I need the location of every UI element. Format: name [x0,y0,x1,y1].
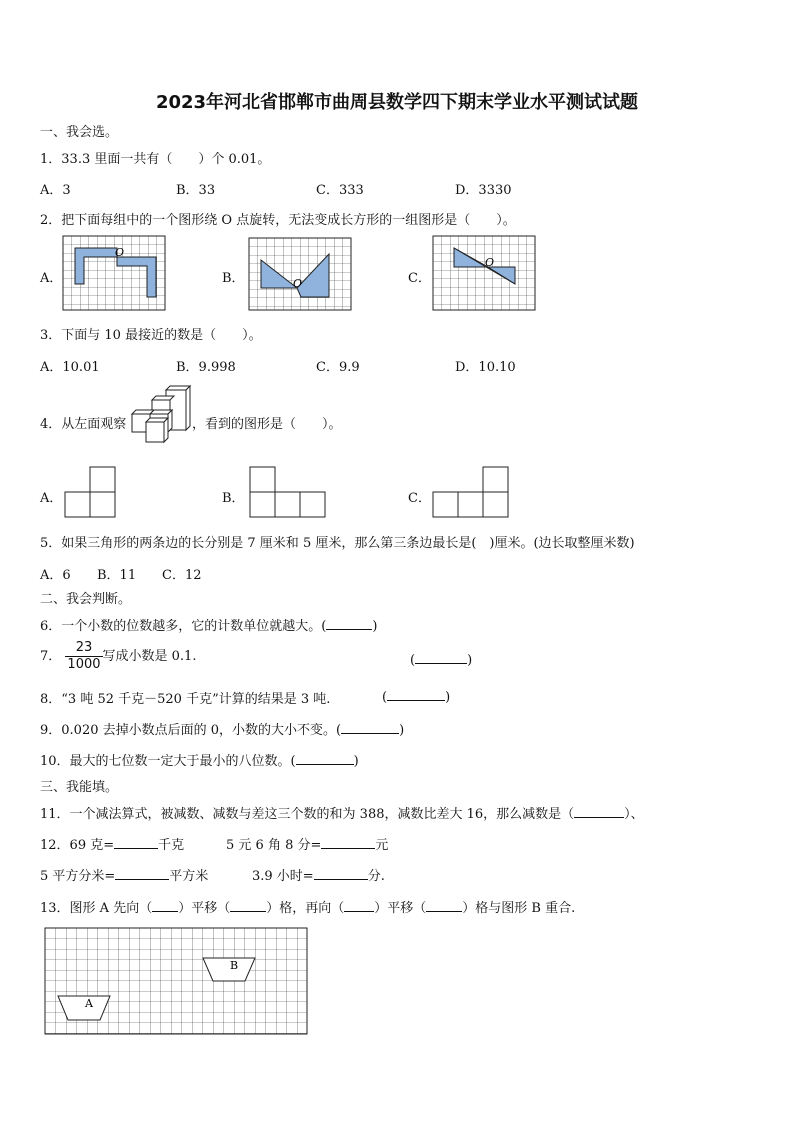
q10-answer-blank[interactable] [296,752,354,765]
q12-d-text: 3.9 小时= [252,869,314,884]
q13-grid-figure[interactable] [45,928,309,1036]
question-4-prefix: 4．从左面观察 [40,417,127,432]
question-4-suffix: ，看到的图形是（ ）。 [192,417,342,432]
q7-numerator: 23 [65,640,102,657]
q7-paren-close: ) [467,653,473,668]
q7-text: 写成小数是 0.1. [102,649,197,664]
q13-text-3: ）格，再向（ [266,901,345,916]
question-8: 8．“3 吨 52 千克－520 千克”计算的结果是 3 吨. [40,692,331,707]
q12-b-text: 5 元 6 角 8 分= [226,838,322,853]
q5-option-b[interactable]: B．11 [97,568,137,583]
q7-answer-blank[interactable] [415,651,467,664]
q3-option-b[interactable]: B．9.998 [176,360,236,375]
question-9 [40,719,404,738]
question-13 [40,897,575,916]
question-10-text: 10．最大的七位数一定大于最小的八位数。( [40,754,296,769]
q7-answer [410,651,472,668]
question-12-row-2 [40,865,208,884]
question-6 [40,615,377,634]
q4-option-c-figure[interactable] [432,466,512,518]
q13-text-5: ）格与图形 B 重合. [462,901,576,916]
q7-number: 7． [40,649,62,664]
section-1-heading: 一、我会选。 [40,125,119,140]
q3-option-d[interactable]: D．10.10 [455,360,516,375]
q4-cube-stack-figure [130,388,192,446]
q7-denominator: 1000 [67,657,101,672]
q3-option-c[interactable]: C．9.9 [316,360,360,375]
q1-option-d[interactable]: D．3330 [455,183,512,198]
q13-shape-b-label: B [230,959,239,972]
q2-option-b-label[interactable]: B． [222,271,245,286]
question-12-row-1 [40,834,184,853]
q12-b-unit: 元 [375,838,389,853]
q7-fraction [65,640,102,673]
q13-text-4: ）平移（ [374,901,427,916]
q12-a-blank[interactable] [114,836,158,849]
q11-answer-blank[interactable] [574,805,624,818]
q2-c-point-o: O [485,256,495,269]
q13-direction-1-blank[interactable] [152,899,178,912]
q13-text-2: ）平移（ [178,901,231,916]
q7-paren-open: ( [410,653,416,668]
section-2-heading: 二、我会判断。 [40,592,132,607]
page-title: 2023年河北省邯郸市曲周县数学四下期末学业水平测试试题 [155,92,639,113]
q2-figure-a[interactable] [63,236,165,310]
q9-answer-blank[interactable] [341,721,399,734]
q1-option-a[interactable]: A．3 [40,183,71,198]
question-11-text: 11．一个减法算式，被减数、减数与差这三个数的和为 388，减数比差大 16，那么减数是（ [40,807,575,822]
question-12-row-2b [252,865,385,884]
question-9-text: 9．0.020 去掉小数点后面的 0，小数的大小不变。( [40,723,342,738]
q4-option-a-figure[interactable] [64,466,118,518]
question-2: 2．把下面每组中的一个图形绕 O 点旋转，无法变成长方形的一组图形是（ ）。 [40,213,516,228]
q2-figure-c[interactable] [433,236,535,310]
q10-paren-close: ) [353,754,359,769]
q4-option-a-label[interactable]: A． [40,491,63,506]
q12-b-blank[interactable] [321,836,375,849]
q2-option-a-label[interactable]: A． [40,271,63,286]
question-5: 5．如果三角形的两条边的长分别是 7 厘米和 5 厘米，那么第三条边最长是( )厘米。(边长取整厘米数) [40,536,635,551]
question-11 [40,803,644,822]
q6-paren-close: ) [372,619,378,634]
q8-paren-close: ) [445,690,451,705]
q1-option-b[interactable]: B．33 [176,183,216,198]
q1-option-c[interactable]: C．333 [316,183,364,198]
q8-answer [382,688,450,705]
q12-c-text: 5 平方分米= [40,869,116,884]
q8-answer-blank[interactable] [387,688,445,701]
q12-a-text: 12．69 克= [40,838,115,853]
q4-option-c-label[interactable]: C． [408,491,431,506]
question-7 [40,640,196,673]
q12-a-unit: 千克 [158,838,185,853]
question-6-text: 6．一个小数的位数越多，它的计数单位就越大。( [40,619,327,634]
q13-text-1: 13．图形 A 先向（ [40,901,153,916]
q6-answer-blank[interactable] [326,617,372,630]
q2-b-point-o: O [293,277,303,290]
section-3-heading: 三、我能填。 [40,780,119,795]
q13-direction-2-blank[interactable] [344,899,374,912]
q13-shape-a-label: A [85,997,93,1010]
question-3: 3．下面与 10 最接近的数是（ ）。 [40,328,262,343]
q13-steps-2-blank[interactable] [426,899,462,912]
q13-steps-1-blank[interactable] [230,899,266,912]
question-1: 1．33.3 里面一共有（ ）个 0.01。 [40,152,271,167]
question-10 [40,750,359,769]
q5-option-a[interactable]: A．6 [40,568,71,583]
q11-paren-close: ）、 [624,807,644,822]
q2-figure-b[interactable] [249,238,351,310]
q3-option-a[interactable]: A．10.01 [40,360,100,375]
q5-option-c[interactable]: C．12 [162,568,202,583]
q9-paren-close: ) [399,723,405,738]
q8-paren-open: ( [382,690,388,705]
q2-a-point-o: O [115,246,125,259]
q12-d-blank[interactable] [314,867,368,880]
q4-option-b-label[interactable]: B． [222,491,245,506]
q2-option-c-label[interactable]: C． [408,271,431,286]
q12-c-blank[interactable] [115,867,169,880]
q12-c-unit: 平方米 [169,869,209,884]
question-12-row-1b [226,834,388,853]
q12-d-unit: 分. [367,869,385,884]
q4-option-b-figure[interactable] [249,466,329,518]
